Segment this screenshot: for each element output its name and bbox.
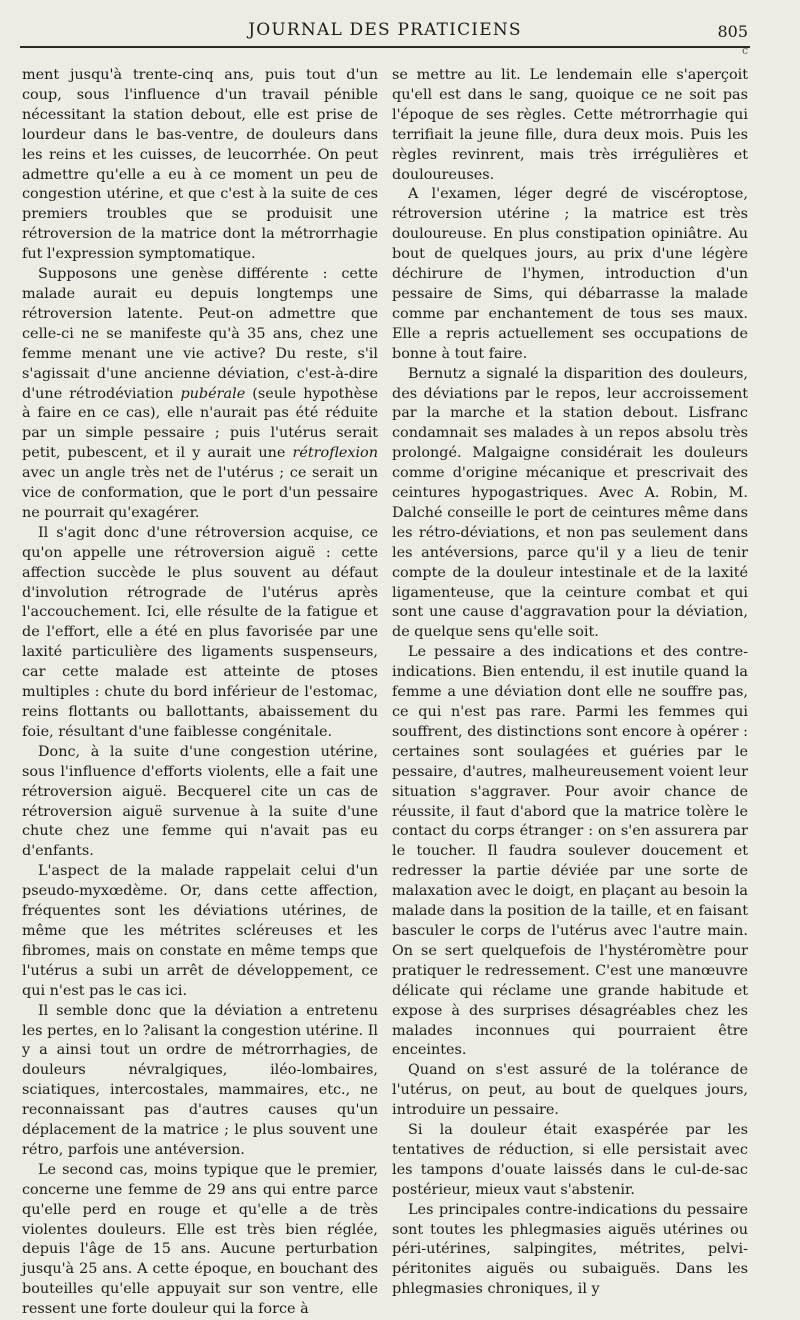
emphasis: rétroflexion [292,445,378,462]
paragraph: Le pessaire a des indications et des contre-indications. Bien entendu, il est inutile quand la femme a une déviation dont elle ne souffre pas, ce qui n'est pas rare. Parmi les femmes qui souffrent, des distinctions sont encore à opérer : certaines sont soulagées et guéries par le pessaire, d'autres, malheureusement voient leur situation s'aggraver. Pour avoir chance de réussite, il faut d'abord que la matrice tolère le contact du corps étranger : on s'en assurera par le toucher. Il faudra soulever doucement et redresser la partie déviée par une sorte de malaxation avec le doigt, en plaçant au besoin la malade dans la position de la taille, et en faisant basculer le corps de l'utérus avec l'autre main. On se sert quelquefois de l'hystéromètre pour pratiquer le redressement. C'est une manœuvre délicate qui réclame une grande habitude et expose à des surprises désagréables chez les malades inconnues qui pourraient être enceintes. [392,644,749,1059]
paragraph: Il semble donc que la déviation a entretenu les pertes, en lo ?alisant la congestion utérine. Il y a ainsi tout un ordre de métrorrhagies, de douleurs névralgiques, iléo-lombaires, sciatiques, intercostales, mammaires, etc., ne reconnaissant pas d'autres causes qu'un déplacement de la matrice ; le plus souvent une rétro, parfois une antéversion. [22,1002,378,1158]
page-number: 805 [717,22,748,41]
corner-mark: c [742,44,749,57]
paragraph: Donc, à la suite d'une congestion utérine, sous l'influence d'efforts violents, elle a fait une rétroversion aiguë. Becquerel cite un cas de rétroversion aiguë survenue à la suite d'une chute chez une femme qui n'avait pas eu d'enfants. [22,743,378,860]
paragraph: ment jusqu'à trente-cinq ans, puis tout d'un coup, sous l'influence d'un travail pénible nécessitant la station debout, elle est prise de lourdeur dans le bas-ventre, de douleurs dans les reins et les cuisses, de leucorrhée. On peut admettre qu'elle a eu à ce moment un peu de congestion utérine, et que c'est à la suite de ces premiers troubles que se produisit une rétroversion de la matrice dont la métrorrhagie fut l'expression symptomatique. [22,67,378,263]
paragraph: Bernutz a signalé la disparition des douleurs, des déviations par le repos, leur accroissement par la marche et la station debout. Lisfranc condamnait ses malades à un repos absolu très prolongé. Malgaigne considérait les douleurs comme d'origine mécanique et prescrivait des ceintures hypogastriques. Avec A. Robin, M. Dalché conseille le port de ceintures même dans les rétro-déviations, et non pas seulement dans les antéversions, parce qu'il y a lieu de tenir compte de la douleur intestinale et de la laxité ligamenteuse, que la ceinture combat et qui sont une cause d'aggravation pour la déviation, de quelque sens qu'elle soit. [392,365,748,641]
right-column [392,66,748,1300]
paragraph: L'aspect de la malade rappelait celui d'un pseudo-myxœdème. Or, dans cette affection, fréquentes sont les déviations utérines, de même que les métrites scléreuses et les fibromes, mais on constate en même temps que l'utérus a subi un arrêt de développement, ce qui n'est pas le cas ici. [22,863,378,999]
paragraph: Le second cas, moins typique que le premier, concerne une femme de 29 ans qui entre parce qu'elle perd en rouge et qu'elle a de très violentes douleurs. Elle est très bien réglée, depuis l'âge de 15 ans. Aucune perturbation jusqu'à 25 ans. A cette époque, en bouchant des bouteilles qu'elle appuyait sur son ventre, elle ressent une forte douleur qui la force à [22,1161,378,1318]
paragraph: se mettre au lit. Le lendemain elle s'aperçoit qu'ell est dans le sang, quoique ce ne soit pas l'époque de ses règles. Cette métrorrhagie qui terrifiait la jeune fille, dura deux mois. Puis les règles revinrent, mais très irrégulières et douloureuses. [392,67,748,183]
page-header [20,20,750,46]
paragraph: Si la douleur était exaspérée par les tentatives de réduction, si elle persistait avec les tampons d'ouate laissés dans le cul-de-sac postérieur, mieux vaut s'abstenir. [392,1122,748,1198]
paragraph: Il s'agit donc d'une rétroversion acquise, ce qu'on appelle une rétroversion aiguë : cette affection succède le plus souvent au défaut d'involution rétrograde de l'utérus après l'accouchement. Ici, elle résulte de la fatigue et de l'effort, elle a été en plus favorisée par une laxité particulière des ligaments suspenseurs, car cette malade est atteinte de ptoses multiples : chute du bord inférieur de l'estomac, reins flottants ou ballottants, abaissement du foie, résultant d'une faiblesse congénitale. [22,524,378,740]
paragraph: Les principales contre-indications du pessaire sont toutes les phlegmasies aiguës utérines ou péri-utérines, salpingites, métrites, pelvi-péritonites aiguës ou subaiguës. Dans les phlegmasies chroniques, il y [392,1201,748,1298]
left-column [22,66,378,1320]
running-title: JOURNAL DES PRATICIENS [248,20,522,40]
paragraph: A l'examen, léger degré de viscéroptose, rétroversion utérine ; la matrice est très douloureuse. En plus constipation opiniâtre. Au bout de quelques jours, au prix d'une légère déchirure de l'hymen, introduction d'un pessaire de Sims, qui débarrasse la malade comme par enchantement de tous ses maux. Elle a repris actuellement ses occupations de bonne à tout faire. [392,186,748,362]
header-rule [20,46,750,48]
paragraph: Supposons une genèse différente : cette malade aurait eu depuis longtemps une rétroversion latente. Peut-on admettre que celle-ci ne se manifeste qu'à 35 ans, chez une femme menant une vie active? Du reste, s'il s'agissait d'une ancienne déviation, c'est-à-dire d'une rétrodéviation pubérale (seule hypothèse à faire en ce cas), elle n'aurait pas été réduite par un simple pessaire ; puis l'utérus serait petit, pubescent, et il y aurait une rétroflexion avec un angle très net de l'utérus ; ce serait un vice de conformation, que le port d'un pessaire ne pourrait qu'exagérer. [22,266,379,521]
emphasis: pubérale [180,385,246,402]
paragraph: Quand on s'est assuré de la tolérance de l'utérus, on peut, au bout de quelques jours, introduire un pessaire. [392,1062,748,1119]
